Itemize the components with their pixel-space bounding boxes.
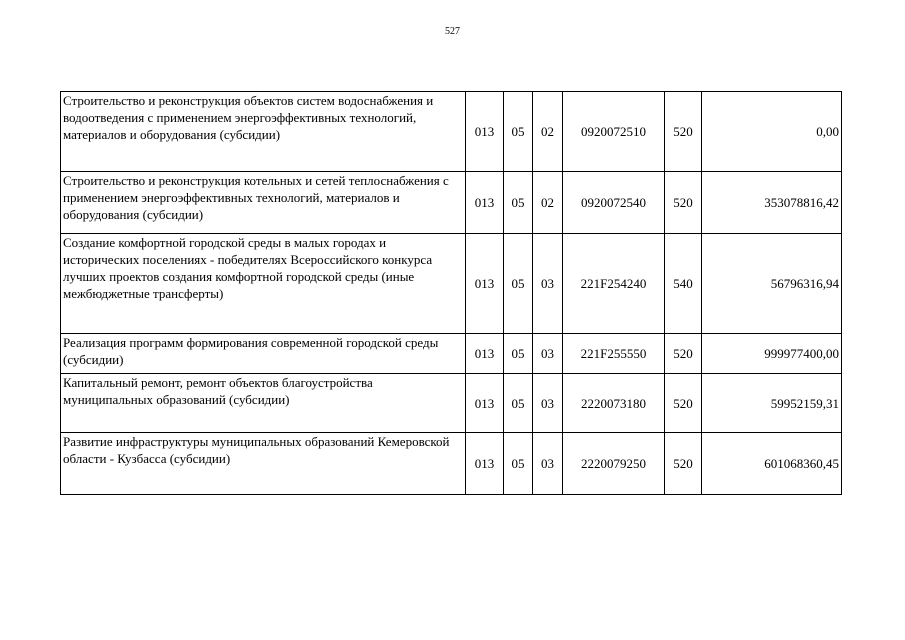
table-row — [61, 374, 842, 433]
expense-type-cell: 520 — [665, 374, 702, 433]
section-code-cell: 05 — [504, 172, 533, 234]
subsection-code-cell: 03 — [533, 433, 563, 495]
subsection-code-cell: 02 — [533, 92, 563, 172]
row-name-cell: Капитальный ремонт, ремонт объектов благоустройства муниципальных образований (субсидии) — [61, 374, 466, 433]
row-name-cell: Реализация программ формирования современной городской среды (субсидии) — [61, 334, 466, 374]
target-article-cell: 2220073180 — [563, 374, 665, 433]
page-number: 527 — [445, 26, 460, 37]
expense-type-cell: 520 — [665, 92, 702, 172]
amount-cell: 56796316,94 — [702, 234, 842, 334]
row-name-cell: Строительство и реконструкция котельных и сетей теплоснабжения с применением энергоэффективных технологий, материалов и оборудования (субсидии) — [61, 172, 466, 234]
grbs-code-cell: 013 — [466, 433, 504, 495]
target-article-cell: 221F254240 — [563, 234, 665, 334]
grbs-code-cell: 013 — [466, 172, 504, 234]
grbs-code-cell: 013 — [466, 92, 504, 172]
row-name-cell: Развитие инфраструктуры муниципальных образований Кемеровской области - Кузбасса (субсидии) — [61, 433, 466, 495]
subsection-code-cell: 03 — [533, 234, 563, 334]
budget-table — [60, 91, 842, 495]
section-code-cell: 05 — [504, 374, 533, 433]
row-name-cell: Строительство и реконструкция объектов систем водоснабжения и водоотведения с применением энергоэффективных технологий, материалов и оборудования (субсидии) — [61, 92, 466, 172]
section-code-cell: 05 — [504, 92, 533, 172]
section-code-cell: 05 — [504, 334, 533, 374]
amount-cell: 59952159,31 — [702, 374, 842, 433]
grbs-code-cell: 013 — [466, 374, 504, 433]
grbs-code-cell: 013 — [466, 234, 504, 334]
subsection-code-cell: 03 — [533, 374, 563, 433]
expense-type-cell: 520 — [665, 172, 702, 234]
grbs-code-cell: 013 — [466, 334, 504, 374]
table-row — [61, 334, 842, 374]
table-row — [61, 172, 842, 234]
section-code-cell: 05 — [504, 234, 533, 334]
amount-cell: 999977400,00 — [702, 334, 842, 374]
target-article-cell: 2220079250 — [563, 433, 665, 495]
table-row — [61, 433, 842, 495]
subsection-code-cell: 02 — [533, 172, 563, 234]
table-row — [61, 234, 842, 334]
expense-type-cell: 520 — [665, 334, 702, 374]
expense-type-cell: 520 — [665, 433, 702, 495]
subsection-code-cell: 03 — [533, 334, 563, 374]
amount-cell: 601068360,45 — [702, 433, 842, 495]
amount-cell: 0,00 — [702, 92, 842, 172]
table-row — [61, 92, 842, 172]
expense-type-cell: 540 — [665, 234, 702, 334]
section-code-cell: 05 — [504, 433, 533, 495]
row-name-cell: Создание комфортной городской среды в малых городах и исторических поселениях - победителях Всероссийского конкурса лучших проектов создания комфортной городской среды (иные межбюджетные трансферты) — [61, 234, 466, 334]
target-article-cell: 0920072540 — [563, 172, 665, 234]
amount-cell: 353078816,42 — [702, 172, 842, 234]
target-article-cell: 221F255550 — [563, 334, 665, 374]
target-article-cell: 0920072510 — [563, 92, 665, 172]
